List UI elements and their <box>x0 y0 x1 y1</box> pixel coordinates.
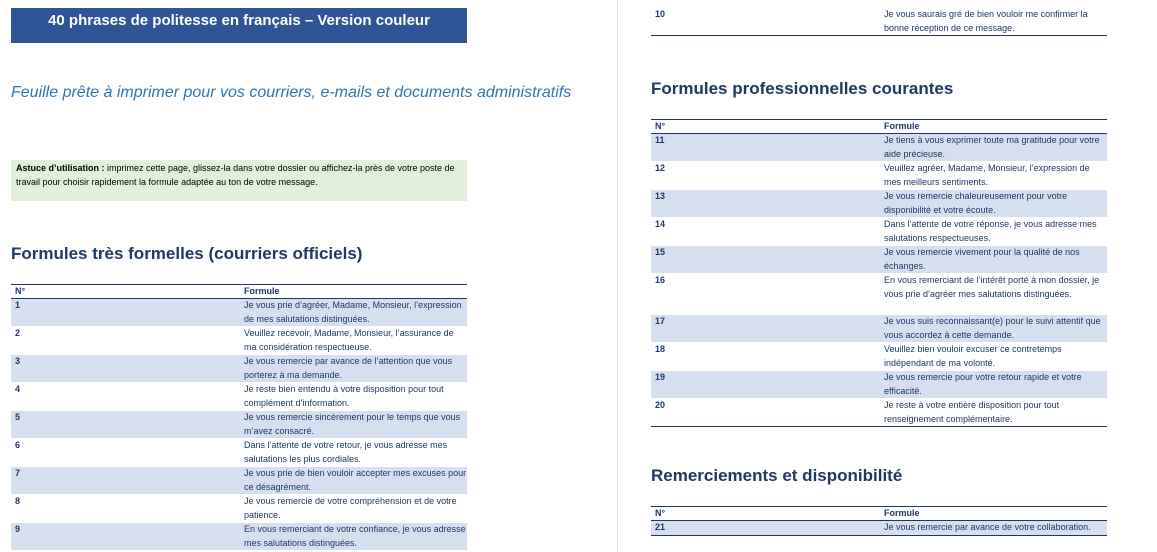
table-row <box>651 8 1107 36</box>
row-formula: Je vous saurais gré de bien vouloir me confirmer la bonne réception de ce message. <box>880 8 1107 36</box>
row-number: 19 <box>651 371 880 399</box>
row-number: 12 <box>651 162 880 190</box>
document-title-text: 40 phrases de politesse en français – Version couleur <box>48 12 430 29</box>
row-number: 14 <box>651 218 880 246</box>
table-row <box>651 218 1107 246</box>
formal-formulas-table-continued <box>651 8 1107 36</box>
column-header-num: N° <box>651 120 880 134</box>
table-row <box>651 162 1107 190</box>
thanks-formulas-table <box>651 506 1107 536</box>
row-formula: Je reste à votre entière disposition pour tout renseignement complémentaire. <box>880 399 1107 427</box>
row-formula: Je vous remercie de votre compréhension et de votre patience. <box>240 495 467 523</box>
table-row <box>11 523 467 551</box>
table-row <box>651 315 1107 343</box>
row-number: 18 <box>651 343 880 371</box>
usage-tip-label: Astuce d’utilisation : <box>16 163 105 173</box>
row-formula: Veuillez recevoir, Madame, Monsieur, l’assurance de ma considération respectueuse. <box>240 327 467 355</box>
column-header-num: N° <box>651 507 880 521</box>
table-row <box>11 327 467 355</box>
section-heading-formal: Formules très formelles (courriers officiels) <box>11 244 363 263</box>
row-number: 13 <box>651 190 880 218</box>
row-number: 17 <box>651 315 880 343</box>
row-number: 9 <box>11 523 240 551</box>
row-number: 6 <box>11 439 240 467</box>
row-number: 2 <box>11 327 240 355</box>
table-row <box>11 439 467 467</box>
row-formula: Je vous remercie pour votre retour rapide et votre efficacité. <box>880 371 1107 399</box>
row-formula: Je vous suis reconnaissant(e) pour le suivi attentif que vous accordez à cette demande. <box>880 315 1107 343</box>
column-header-formula: Formule <box>880 507 1107 521</box>
row-number: 3 <box>11 355 240 383</box>
row-formula: Je vous prie de bien vouloir accepter mes excuses pour ce désagrément. <box>240 467 467 495</box>
row-formula: Je vous remercie par avance de l’attention que vous porterez à ma demande. <box>240 355 467 383</box>
usage-tip-box <box>11 160 467 201</box>
table-row <box>11 355 467 383</box>
table-row <box>651 343 1107 371</box>
table-row <box>651 134 1107 162</box>
row-number: 11 <box>651 134 880 162</box>
row-formula: Je reste bien entendu à votre disposition pour tout complément d’information. <box>240 383 467 411</box>
usage-tip-text: imprimez cette page, glissez-la dans votre dossier ou affichez-la près de votre poste de travail pour choisir rapidement la formule adaptée au ton de votre message. <box>16 163 455 187</box>
row-formula: Je vous remercie chaleureusement pour votre disponibilité et votre écoute. <box>880 190 1107 218</box>
column-header-num: N° <box>11 285 240 299</box>
table-row <box>11 467 467 495</box>
document-title <box>11 8 467 43</box>
row-formula: Je vous remercie vivement pour la qualité de nos échanges. <box>880 246 1107 274</box>
row-formula: Veuillez bien vouloir excuser ce contretemps indépendant de ma volonté. <box>880 343 1107 371</box>
table-row <box>651 190 1107 218</box>
row-number: 16 <box>651 274 880 315</box>
row-formula: Dans l’attente de votre retour, je vous adresse mes salutations les plus cordiales. <box>240 439 467 467</box>
table-header-row <box>11 285 467 299</box>
row-formula: Veuillez agréer, Madame, Monsieur, l’expression de mes meilleurs sentiments. <box>880 162 1107 190</box>
row-formula: Je tiens à vous exprimer toute ma gratitude pour votre aide précieuse. <box>880 134 1107 162</box>
table-row <box>651 371 1107 399</box>
row-formula: Je vous remercie par avance de votre collaboration. <box>880 521 1107 536</box>
professional-formulas-table <box>651 119 1107 427</box>
table-row <box>651 399 1107 427</box>
row-number: 15 <box>651 246 880 274</box>
row-number: 5 <box>11 411 240 439</box>
row-formula: Dans l’attente de votre réponse, je vous adresse mes salutations respectueuses. <box>880 218 1107 246</box>
row-formula: En vous remerciant de l’intérêt porté à mon dossier, je vous prie d’agréer mes salutations distinguées. <box>880 274 1107 315</box>
table-header-row <box>651 507 1107 521</box>
row-formula: En vous remerciant de votre confiance, je vous adresse mes salutations distinguées. <box>240 523 467 551</box>
row-formula: Je vous prie d’agréer, Madame, Monsieur, l’expression de mes salutations distinguées. <box>240 299 467 327</box>
column-header-formula: Formule <box>880 120 1107 134</box>
row-number: 20 <box>651 399 880 427</box>
row-number: 8 <box>11 495 240 523</box>
column-header-formula: Formule <box>240 285 467 299</box>
section-heading-thanks: Remerciements et disponibilité <box>651 466 903 485</box>
table-row <box>11 495 467 523</box>
document-subtitle: Feuille prête à imprimer pour vos courriers, e-mails et documents administratifs <box>11 84 572 101</box>
row-formula: Je vous remercie sincèrement pour le temps que vous m’avez consacré. <box>240 411 467 439</box>
table-row <box>11 383 467 411</box>
table-header-row <box>651 120 1107 134</box>
row-number: 7 <box>11 467 240 495</box>
table-row <box>651 274 1107 315</box>
page-divider <box>617 0 618 552</box>
table-row <box>11 411 467 439</box>
table-row <box>11 299 467 327</box>
row-number: 10 <box>651 8 880 36</box>
row-number: 21 <box>651 521 880 536</box>
row-number: 4 <box>11 383 240 411</box>
formal-formulas-table <box>11 284 467 551</box>
section-heading-professional: Formules professionnelles courantes <box>651 79 954 98</box>
table-row <box>651 521 1107 536</box>
table-row <box>651 246 1107 274</box>
row-number: 1 <box>11 299 240 327</box>
